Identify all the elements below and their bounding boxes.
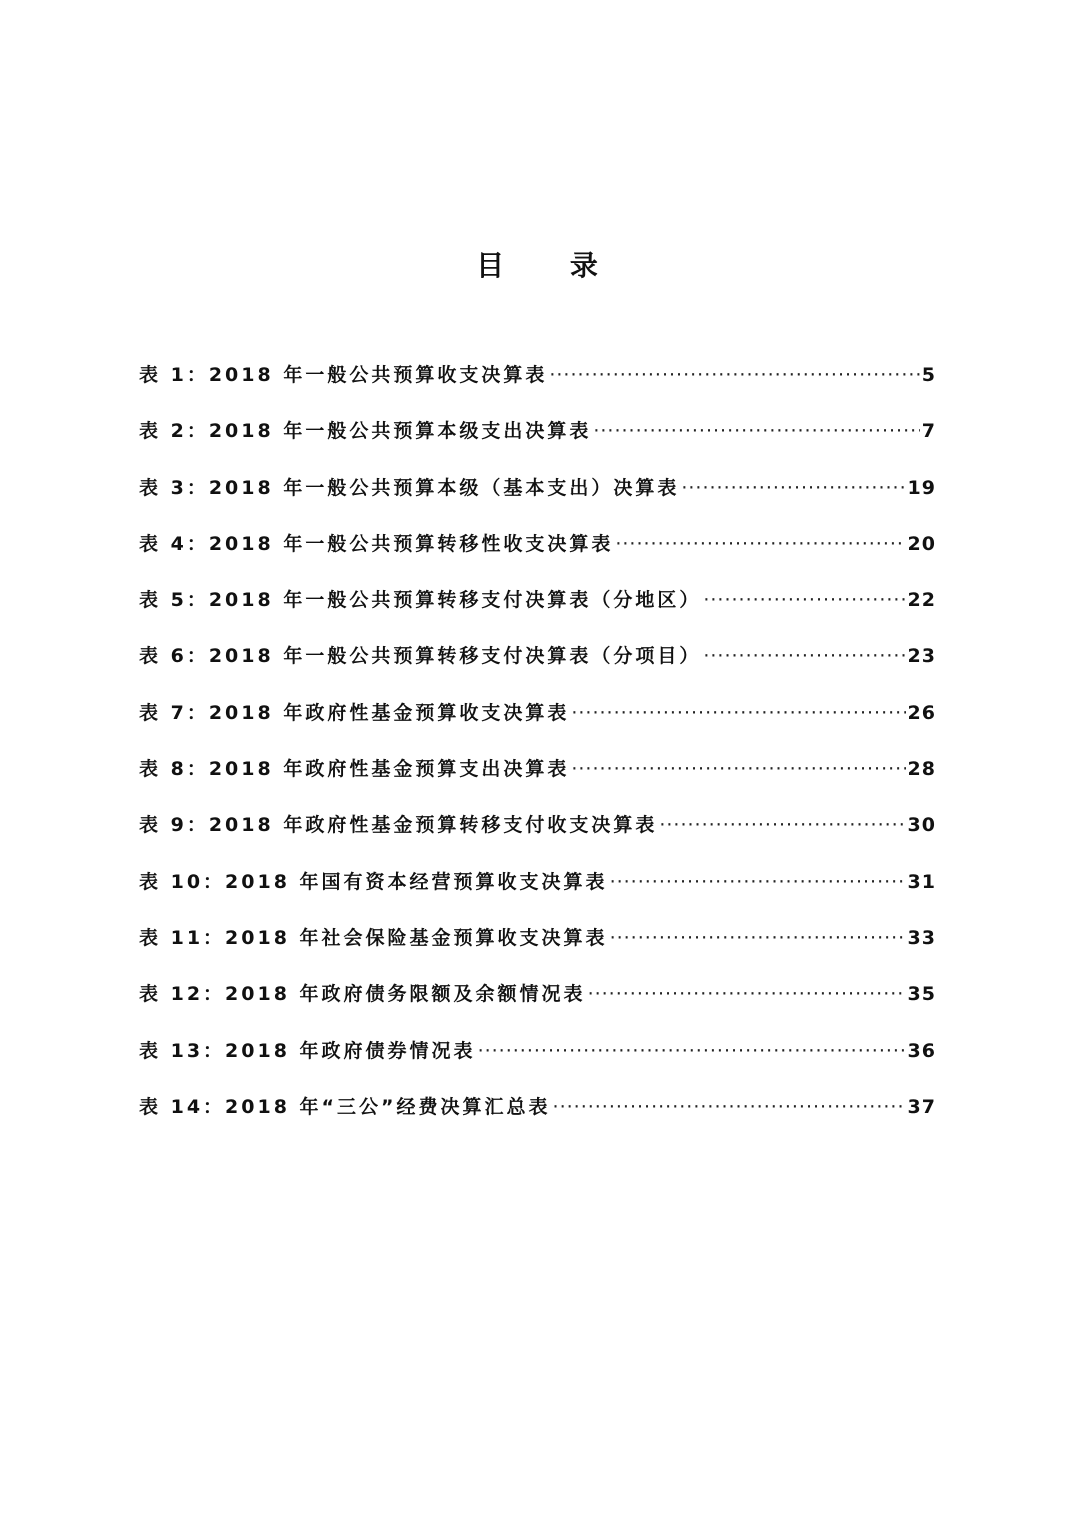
toc-dot-leader bbox=[703, 589, 905, 611]
toc-entry-label: 表 4：2018 年一般公共预算转移性收支决算表 bbox=[139, 532, 614, 555]
toc-dot-leader bbox=[615, 533, 905, 555]
toc-entry[interactable] bbox=[139, 360, 936, 416]
toc-dot-leader bbox=[593, 420, 919, 442]
toc-entry-page: 28 bbox=[907, 758, 936, 781]
toc-entry-page: 20 bbox=[907, 532, 936, 555]
toc-dot-leader bbox=[588, 983, 906, 1005]
toc-entry[interactable] bbox=[139, 529, 936, 585]
toc-entry-page: 23 bbox=[907, 645, 936, 668]
toc-entry-label: 表 9：2018 年政府性基金预算转移支付收支决算表 bbox=[139, 814, 658, 837]
toc-dot-leader bbox=[703, 645, 905, 667]
toc-dot-leader bbox=[571, 702, 905, 724]
toc-entry[interactable] bbox=[139, 698, 936, 754]
toc-entry[interactable] bbox=[139, 473, 936, 529]
toc-entry-label: 表 5：2018 年一般公共预算转移支付决算表（分地区） bbox=[139, 589, 702, 612]
toc-entry-label: 表 13：2018 年政府债券情况表 bbox=[139, 1039, 476, 1062]
toc-entry[interactable] bbox=[139, 1036, 936, 1092]
toc-entry-page: 5 bbox=[921, 364, 936, 386]
toc-entry-label: 表 7：2018 年政府性基金预算收支决算表 bbox=[139, 701, 570, 724]
toc-dot-leader bbox=[549, 364, 919, 386]
toc-dot-leader bbox=[478, 1040, 906, 1062]
toc-entry-label: 表 12：2018 年政府债务限额及余额情况表 bbox=[139, 983, 586, 1006]
toc-entry[interactable] bbox=[139, 585, 936, 641]
toc-entry-page: 30 bbox=[907, 814, 936, 837]
toc-list bbox=[139, 360, 936, 1148]
toc-entry-page: 19 bbox=[907, 476, 936, 499]
toc-entry-label: 表 1：2018 年一般公共预算收支决算表 bbox=[139, 364, 548, 386]
toc-entry[interactable] bbox=[139, 416, 936, 472]
toc-dot-leader bbox=[659, 814, 905, 836]
toc-entry[interactable] bbox=[139, 1092, 936, 1148]
toc-entry[interactable] bbox=[139, 810, 936, 866]
toc-entry-label: 表 10：2018 年国有资本经营预算收支决算表 bbox=[139, 870, 608, 893]
toc-dot-leader bbox=[610, 927, 906, 949]
toc-entry-page: 22 bbox=[907, 589, 936, 612]
toc-entry-page: 36 bbox=[907, 1039, 936, 1062]
toc-title: 目 录 bbox=[476, 249, 626, 282]
toc-entry[interactable] bbox=[139, 923, 936, 979]
toc-dot-leader bbox=[571, 758, 905, 780]
toc-entry[interactable] bbox=[139, 641, 936, 697]
toc-entry-label: 表 14：2018 年“三公”经费决算汇总表 bbox=[139, 1095, 551, 1118]
toc-entry-page: 35 bbox=[907, 983, 936, 1006]
toc-entry[interactable] bbox=[139, 867, 936, 923]
toc-dot-leader bbox=[610, 871, 906, 893]
toc-entry-page: 33 bbox=[907, 926, 936, 949]
toc-entry-label: 表 3：2018 年一般公共预算本级（基本支出）决算表 bbox=[139, 476, 680, 499]
toc-entry-page: 7 bbox=[921, 420, 936, 443]
toc-entry-label: 表 11：2018 年社会保险基金预算收支决算表 bbox=[139, 926, 608, 949]
toc-entry-label: 表 8：2018 年政府性基金预算支出决算表 bbox=[139, 758, 570, 781]
toc-dot-leader bbox=[681, 477, 905, 499]
toc-entry-label: 表 6：2018 年一般公共预算转移支付决算表（分项目） bbox=[139, 645, 702, 668]
toc-entry-label: 表 2：2018 年一般公共预算本级支出决算表 bbox=[139, 420, 592, 443]
toc-entry[interactable] bbox=[139, 754, 936, 810]
toc-entry-page: 37 bbox=[907, 1095, 936, 1118]
toc-entry-page: 26 bbox=[907, 701, 936, 724]
toc-entry[interactable] bbox=[139, 979, 936, 1035]
toc-dot-leader bbox=[553, 1096, 906, 1118]
toc-entry-page: 31 bbox=[907, 870, 936, 893]
